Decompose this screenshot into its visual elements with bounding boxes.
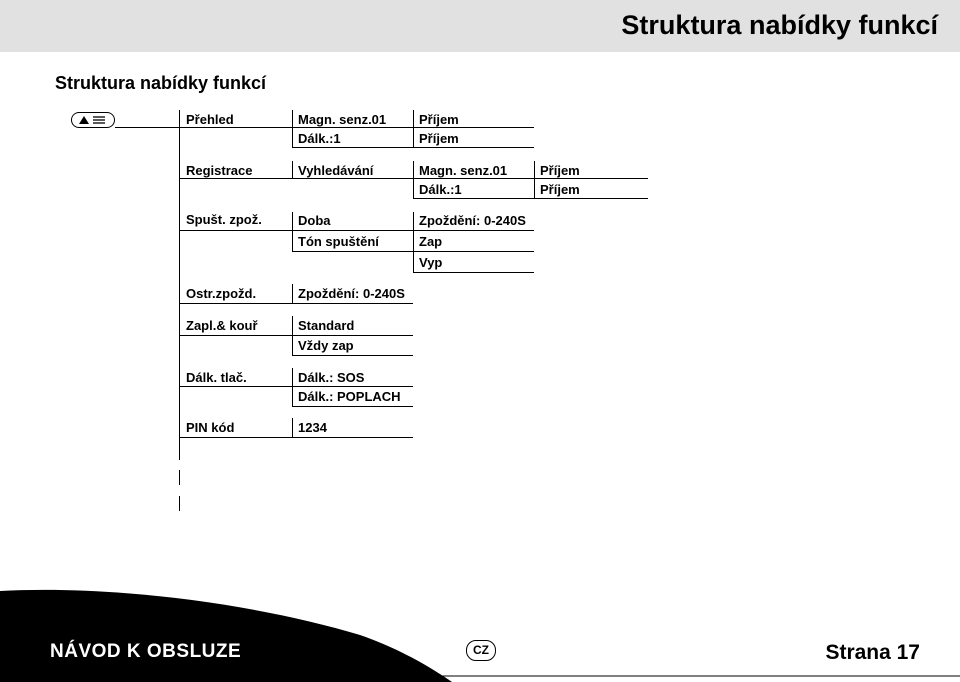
- col-line: [534, 161, 535, 199]
- col-line: [292, 418, 293, 438]
- row-line: [179, 303, 292, 304]
- row-line: [292, 335, 413, 336]
- submenu-item: Dálk.:1: [298, 131, 341, 146]
- row-line: [292, 303, 413, 304]
- submenu-item: Tón spuštění: [298, 234, 379, 249]
- col-line: [413, 212, 414, 273]
- footer-band: [0, 585, 960, 682]
- menu-key-icon: [71, 112, 115, 128]
- submenu-item: Magn. senz.01: [419, 163, 508, 178]
- row-line: [413, 127, 534, 128]
- row-line: [534, 198, 648, 199]
- submenu-item: Dálk.: POPLACH: [298, 389, 401, 404]
- row-line: [179, 230, 292, 231]
- col-line: [292, 368, 293, 407]
- row-line: [292, 178, 413, 179]
- submenu-item: Dálk.:1: [419, 182, 462, 197]
- row-line: [413, 198, 534, 199]
- row-line: [179, 386, 292, 387]
- submenu-item: Vždy zap: [298, 338, 354, 353]
- submenu-item: Vyhledávání: [298, 163, 374, 178]
- submenu-item: 1234: [298, 420, 327, 435]
- row-line: [413, 147, 534, 148]
- page-number: Strana 17: [825, 641, 920, 664]
- submenu-item: Zpoždění: 0-240S: [419, 213, 526, 228]
- row-line: [292, 147, 413, 148]
- submenu-item: Příjem: [540, 163, 580, 178]
- col-line: [292, 161, 293, 179]
- submenu-item: Magn. senz.01: [298, 112, 387, 127]
- submenu-item: Standard: [298, 318, 355, 333]
- menu-item-prehled: Přehled: [186, 112, 234, 127]
- col-line: [292, 110, 293, 148]
- row-line: [179, 437, 292, 438]
- row-line: [413, 230, 534, 231]
- submenu-item: Vyp: [419, 255, 443, 270]
- row-line: [292, 355, 413, 356]
- row-line: [413, 272, 534, 273]
- row-line: [179, 127, 292, 128]
- menu-item-spust-zpoz: Spušt. zpož.: [186, 212, 262, 227]
- menu-item-ostr-zpozd: Ostr.zpožd.: [186, 286, 257, 301]
- row-line: [292, 251, 413, 252]
- menu-item-dalk-tlac: Dálk. tlač.: [186, 370, 247, 385]
- row-line: [413, 251, 534, 252]
- submenu-item: Zpoždění: 0-240S: [298, 286, 405, 301]
- row-line: [179, 335, 292, 336]
- submenu-item: Doba: [298, 213, 331, 228]
- row-line: [179, 178, 292, 179]
- menu-item-registrace: Registrace: [186, 163, 253, 178]
- tree-dash-line: [179, 470, 180, 485]
- language-badge: CZ: [466, 640, 496, 661]
- row-line: [534, 178, 648, 179]
- row-line: [292, 127, 413, 128]
- header-title: Struktura nabídky funkcí: [621, 10, 938, 40]
- col-line: [292, 316, 293, 356]
- tree-dash-line: [179, 496, 180, 511]
- submenu-item: Příjem: [419, 131, 459, 146]
- section-title: Struktura nabídky funkcí: [55, 73, 267, 93]
- submenu-item: Zap: [419, 234, 443, 249]
- col-line: [292, 212, 293, 252]
- tree-main-line: [179, 110, 180, 460]
- submenu-item: Příjem: [419, 112, 459, 127]
- menu-connector-line: [115, 127, 179, 128]
- row-line: [292, 406, 413, 407]
- row-line: [292, 230, 413, 231]
- row-line: [292, 386, 413, 387]
- row-line: [413, 178, 534, 179]
- row-line: [292, 437, 413, 438]
- col-line: [292, 284, 293, 304]
- submenu-item: Dálk.: SOS: [298, 370, 365, 385]
- col-line: [413, 110, 414, 148]
- footer-manual-label: NÁVOD K OBSLUZE: [50, 641, 242, 662]
- menu-item-pin-kod: PIN kód: [186, 420, 235, 435]
- menu-item-zapl-kour: Zapl.& kouř: [186, 318, 258, 333]
- col-line: [413, 161, 414, 199]
- submenu-item: Příjem: [540, 182, 580, 197]
- page-header: [0, 0, 960, 52]
